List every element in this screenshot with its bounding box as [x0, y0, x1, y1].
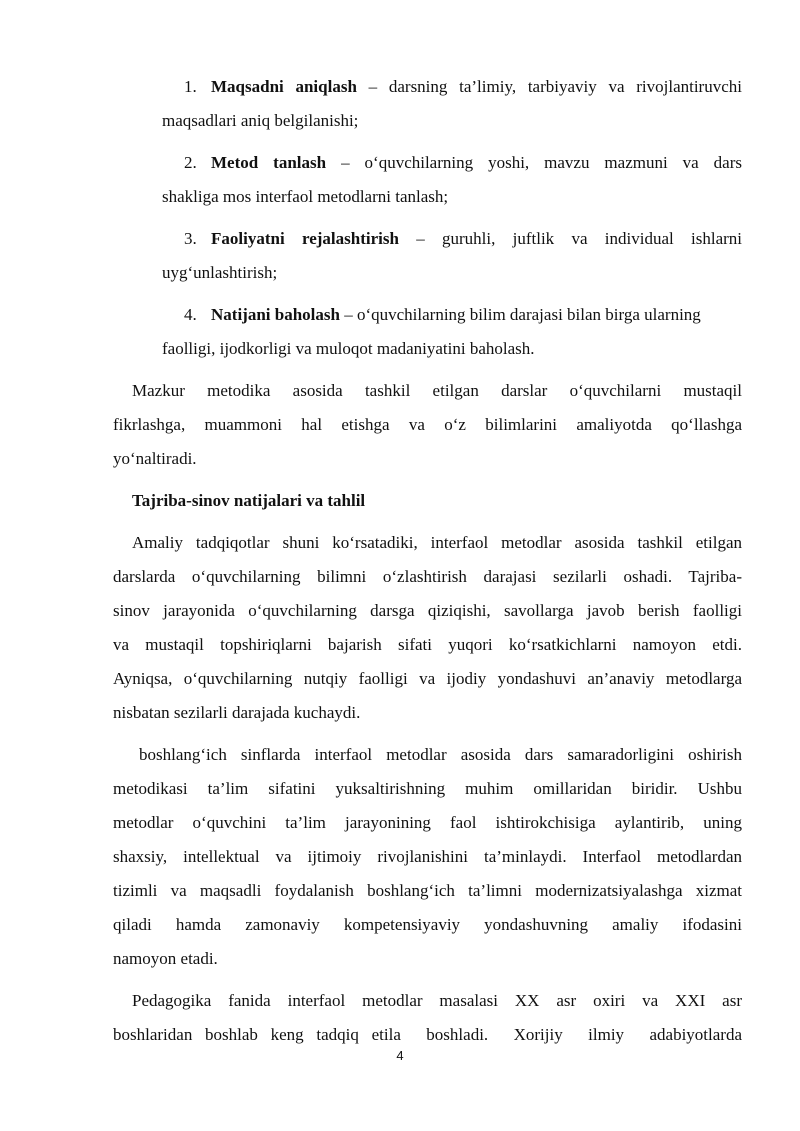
list-item-2-continuation: shakliga mos interfaol metodlarni tanlash;: [162, 187, 449, 206]
paragraph-line: shaxsiy, intellektual va ijtimoiy rivojlanishini ta’minlaydi. Interfaol metodlardan: [113, 847, 742, 866]
section-heading-text: Tajriba-sinov natijalari va tahlil: [132, 491, 366, 510]
list-term: Faoliyatni rejalashtirish: [211, 229, 399, 248]
list-text: – guruhli, juftlik va individual ishlarni: [398, 229, 742, 248]
section-heading: [132, 489, 365, 513]
list-term: Maqsadni aniqlash: [211, 77, 357, 96]
list-item-2: [184, 151, 742, 175]
paragraph-line: darslarda o‘quvchilarning bilimni o‘zlashtirish darajasi sezilarli oshadi. Tajriba-: [113, 567, 742, 586]
paragraph-line: va mustaqil topshiriqlarni bajarish sifati yuqori ko‘rsatkichlarni namoyon etdi.: [113, 635, 742, 654]
paragraph-line: Mazkur metodika asosida tashkil etilgan darslar o‘quvchilarni mustaqil: [132, 381, 742, 400]
paragraph-line: tizimli va maqsadli foydalanish boshlang‘ich ta’limni modernizatsiyalashga xizmat: [113, 881, 742, 900]
paragraph-line: nisbatan sezilarli darajada kuchaydi.: [113, 703, 361, 722]
list-number: 2.: [184, 153, 197, 172]
list-number: 1.: [184, 77, 197, 96]
paragraph-line: Ayniqsa, o‘quvchilarning nutqiy faolligi va ijodiy yondashuvi an’anaviy metodlarga: [113, 669, 742, 688]
paragraph-line: metodikasi ta’lim sifatini yuksaltirishning muhim omillaridan biridir. Ushbu: [113, 779, 742, 798]
list-term: Natijani baholash: [211, 305, 340, 324]
paragraph-line: metodlar o‘quvchini ta’lim jarayonining faol ishtirokchisiga aylantirib, uning: [113, 813, 742, 832]
list-item-1-continuation: maqsadlari aniq belgilanishi;: [162, 111, 359, 130]
paragraph-line: qiladi hamda zamonaviy kompetensiyaviy yondashuvning amaliy ifodasini: [113, 915, 742, 934]
paragraph-line: fikrlashga, muammoni hal etishga va o‘z bilimlarini amaliyotda qo‘llashga: [113, 415, 742, 434]
list-item-1: [184, 75, 742, 99]
page-number: 4: [396, 1048, 404, 1063]
list-text: – o‘quvchilarning yoshi, mavzu mazmuni va dars: [326, 153, 742, 172]
list-number: 4.: [184, 305, 197, 324]
list-item-4-continuation: faolligi, ijodkorligi va muloqot madaniyatini baholash.: [162, 339, 535, 358]
list-text: – o‘quvchilarning bilim darajasi bilan birga ularning: [339, 305, 701, 324]
paragraph-line: boshlang‘ich sinflarda interfaol metodlar asosida dars samaradorligini oshirish: [139, 745, 742, 764]
paragraph-line: sinov jarayonida o‘quvchilarning darsga qiziqishi, savollarga javob berish faolligi: [113, 601, 742, 620]
paragraph-line: namoyon etadi.: [113, 949, 218, 968]
list-item-3: [184, 227, 742, 251]
list-term: Metod tanlash: [211, 153, 327, 172]
list-item-3-continuation: uyg‘unlashtirish;: [162, 263, 278, 282]
paragraph-line: Amaliy tadqiqotlar shuni ko‘rsatadiki, interfaol metodlar asosida tashkil etilgan: [132, 533, 742, 552]
list-item-4: [184, 303, 701, 327]
list-number: 3.: [184, 229, 197, 248]
paragraph-line: Pedagogika fanida interfaol metodlar masalasi XX asr oxiri va XXI asr: [132, 991, 742, 1010]
list-text: – darsning ta’limiy, tarbiyaviy va rivojlantiruvchi: [356, 77, 742, 96]
paragraph-line: yo‘naltiradi.: [113, 449, 197, 468]
paragraph-line: boshlaridan boshlab keng tadqiq etila boshladi. Xorijiy ilmiy adabiyotlarda: [113, 1025, 742, 1044]
